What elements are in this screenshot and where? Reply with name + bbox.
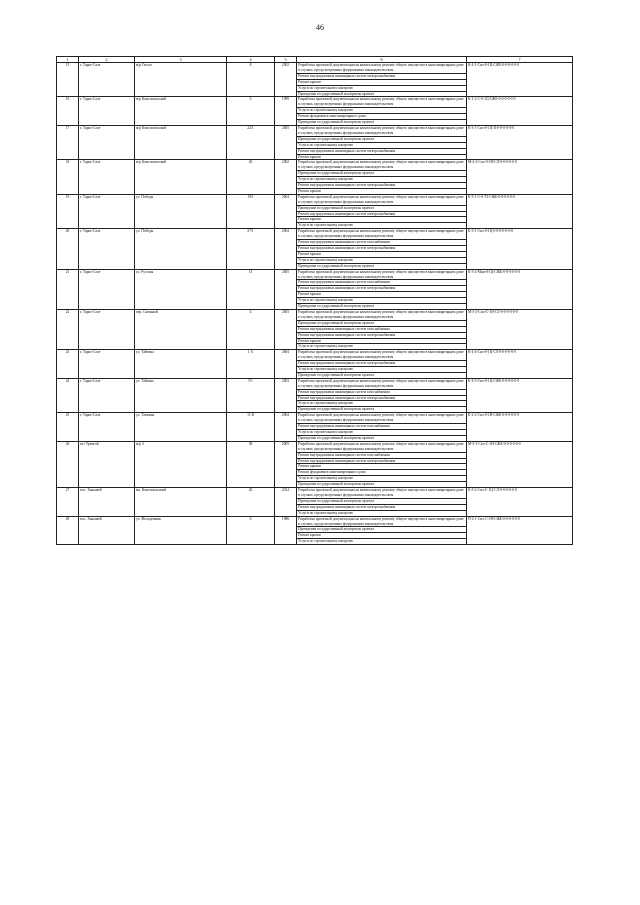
- building-code: К-5-2-Мин-0-1Ц-СЖБ-0-0-0-0-0-0: [467, 269, 573, 309]
- work-item: Услуги по строительному контролю: [297, 223, 467, 229]
- work-item: Ремонт внутридомовых инженерных систем электроснабжения: [297, 246, 467, 252]
- table-row: [57, 516, 573, 527]
- building-code: М-2-2-Сил-0-1Н-СЛ-0-0-0-0-0-0: [467, 160, 573, 194]
- row-number: 19: [57, 194, 79, 228]
- house-cell: 27/1: [227, 229, 275, 269]
- work-item: Услуги по строительному контролю: [297, 539, 467, 545]
- building-code: К-1-2-С-0-1Ц-СЖБ-0-0-0-0-0-0: [467, 97, 573, 126]
- work-item: Ремонт внутридомовых инженерных систем электроснабжения: [297, 361, 467, 367]
- work-item: Проведение государственной экспертизы проекта: [297, 482, 467, 488]
- house-cell: 20: [227, 488, 275, 517]
- street-cell: м/р Комсомольский: [135, 125, 227, 159]
- page-number: 46: [316, 23, 324, 32]
- building-code: М-5-1-Сил-С-1Н-СЖБ-0-0-0-0-0-0: [467, 441, 573, 487]
- street-cell: ул. Молодежная: [135, 516, 227, 545]
- table-row: [57, 63, 573, 74]
- work-item: Ремонт фундамента многоквартирного дома: [297, 114, 467, 120]
- work-item: Ремонт крыши: [297, 464, 467, 470]
- street-cell: ул. Победы: [135, 229, 227, 269]
- year-cell: 2003: [275, 309, 297, 349]
- work-item: Ремонт крыши: [297, 292, 467, 298]
- work-item: Ремонт внутридомовых инженерных систем газоснабжения: [297, 424, 467, 430]
- work-item: Ремонт внутридомовых инженерных систем газоснабжения: [297, 389, 467, 395]
- table-row: [57, 488, 573, 499]
- house-cell: 22/1: [227, 125, 275, 159]
- work-item: Разработка проектной документации на капитальному ремонту общего имущества в многоквартирном доме в случаях, предусмотренных федеральным законодательством: [297, 97, 467, 108]
- work-item: Ремонт крыши: [297, 188, 467, 194]
- house-cell: 13: [227, 269, 275, 309]
- city-cell: г. Тарко-Сале: [79, 194, 135, 228]
- row-number: 15: [57, 63, 79, 97]
- city-cell: г. Тарко-Сале: [79, 97, 135, 126]
- work-item: Разработка проектной документации на капитальному ремонту общего имущества в многоквартирном доме в случаях, предусмотренных федеральным законодательством: [297, 229, 467, 240]
- work-item: Услуги по строительному контролю: [297, 430, 467, 436]
- header-cell: 1: [57, 57, 79, 63]
- year-cell: 2005: [275, 269, 297, 309]
- work-item: Ремонт внутридомовых инженерных систем электроснабжения: [297, 332, 467, 338]
- row-number: 21: [57, 269, 79, 309]
- street-cell: м/р Комсомольский: [135, 160, 227, 194]
- work-item: Проведение государственной экспертизы проекта: [297, 120, 467, 126]
- table-row: [57, 229, 573, 240]
- work-item: Ремонт фундамента многоквартирного дома: [297, 470, 467, 476]
- row-number: 23: [57, 350, 79, 379]
- work-item: Проведение государственной экспертизы проекта: [297, 304, 467, 310]
- register-table: [56, 56, 573, 545]
- work-item: Ремонт крыши: [297, 79, 467, 85]
- table-row: [57, 97, 573, 108]
- work-item: Услуги по строительному контролю: [297, 177, 467, 183]
- work-item: Ремонт внутридомовых инженерных систем электроснабжения: [297, 458, 467, 464]
- work-item: Разработка проектной документации на капитальному ремонту общего имущества в многоквартирном доме в случаях, предусмотренных федеральным законодательством: [297, 516, 467, 527]
- building-code: К-2-2-Сил-0-1Н-СЖБ-0-0-0-0-0-0: [467, 413, 573, 442]
- row-number: 24: [57, 378, 79, 412]
- year-cell: 2005: [275, 441, 297, 487]
- city-cell: пгт Уренгой: [79, 441, 135, 487]
- work-item: Разработка проектной документации на капитальному ремонту общего имущества в многоквартирном доме в случаях, предусмотренных федеральным законодательством: [297, 309, 467, 320]
- work-item: Проведение государственной экспертизы проекта: [297, 435, 467, 441]
- street-cell: ул. Тайгина: [135, 350, 227, 379]
- row-number: 28: [57, 516, 79, 545]
- street-cell: ул. Победы: [135, 194, 227, 228]
- header-cell: 5: [275, 57, 297, 63]
- city-cell: г. Тарко-Сале: [79, 63, 135, 97]
- work-item: Разработка проектной документации на капитальному ремонту общего имущества в многоквартирном доме в случаях, предусмотренных федеральным законодательством: [297, 269, 467, 280]
- house-cell: 1 А: [227, 350, 275, 379]
- house-cell: 8: [227, 516, 275, 545]
- street-cell: м/р Комсомольский: [135, 97, 227, 126]
- work-item: Проведение государственной экспертизы проекта: [297, 263, 467, 269]
- row-number: 26: [57, 441, 79, 487]
- work-item: Ремонт внутридомовых инженерных систем газоснабжения: [297, 452, 467, 458]
- work-item: Ремонт внутридомовых инженерных систем электроснабжения: [297, 395, 467, 401]
- city-cell: г. Тарко-Сале: [79, 160, 135, 194]
- row-number: 17: [57, 125, 79, 159]
- work-item: Ремонт внутридомовых инженерных систем электроснабжения: [297, 148, 467, 154]
- house-cell: 5: [227, 97, 275, 126]
- building-code: К-4-1-Сил-0-1Ц-СЖБ-0-0-0-0-0-0: [467, 63, 573, 97]
- city-cell: г. Тарко-Сале: [79, 269, 135, 309]
- house-cell: 38: [227, 441, 275, 487]
- row-number: 22: [57, 309, 79, 349]
- work-item: Проведение государственной экспертизы проекта: [297, 527, 467, 533]
- year-cell: 2003: [275, 378, 297, 412]
- street-cell: м/р Геолог: [135, 63, 227, 97]
- work-item: Услуги по строительному контролю: [297, 367, 467, 373]
- work-item: Проведение государственной экспертизы проекта: [297, 372, 467, 378]
- street-cell: мк. Комсомольский: [135, 488, 227, 517]
- street-cell: ул. Тайгина: [135, 378, 227, 412]
- work-item: Разработка проектной документации на капитальному ремонту общего имущества в многоквартирном доме в случаях, предусмотренных федеральным законодательством: [297, 63, 467, 74]
- work-item: Разработка проектной документации на капитальному ремонту общего имущества в многоквартирном доме в случаях, предусмотренных федеральным законодательством: [297, 441, 467, 452]
- work-item: Разработка проектной документации на капитальному ремонту общего имущества в многоквартирном доме в случаях, предусмотренных федеральным законодательством: [297, 413, 467, 424]
- work-item: Ремонт крыши: [297, 217, 467, 223]
- year-cell: 1986: [275, 516, 297, 545]
- work-item: Ремонт внутридомовых инженерных систем электроснабжения: [297, 504, 467, 510]
- work-item: Ремонт внутридомовых инженерных систем электроснабжения: [297, 183, 467, 189]
- header-cell: 6: [297, 57, 467, 63]
- work-item: Проведение государственной экспертизы проекта: [297, 498, 467, 504]
- street-cell: пер. Снежный: [135, 309, 227, 349]
- work-item: Проведение государственной экспертизы проекта: [297, 136, 467, 142]
- work-item: Ремонт внутридомовых инженерных систем газоснабжения: [297, 280, 467, 286]
- year-cell: 2005: [275, 125, 297, 159]
- street-cell: м/р 4: [135, 441, 227, 487]
- work-item: Услуги по строительному контролю: [297, 344, 467, 350]
- work-item: Ремонт внутридомовых инженерных систем газоснабжения: [297, 326, 467, 332]
- work-item: Разработка проектной документации на капитальному ремонту общего имущества в многоквартирном доме в случаях, предусмотренных федеральным законодательством: [297, 125, 467, 136]
- city-cell: г. Тарко-Сале: [79, 350, 135, 379]
- building-code: К-4-3-Сил-0-1Ц-СЖБ-0-0-0-0-0-0: [467, 378, 573, 412]
- work-item: Услуги по строительному контролю: [297, 401, 467, 407]
- work-item: Услуги по строительному контролю: [297, 85, 467, 91]
- table-row: [57, 194, 573, 205]
- work-item: Ремонт крыши: [297, 251, 467, 257]
- work-item: Разработка проектной документации на капитальному ремонту общего имущества в многоквартирном доме в случаях, предусмотренных федеральным законодательством: [297, 350, 467, 361]
- building-code: К-3-1-Сил-0-1Ц-0-0-0-0-0-0-0: [467, 229, 573, 269]
- table-row: [57, 160, 573, 171]
- year-cell: 2004: [275, 413, 297, 442]
- street-cell: ул. Таежная: [135, 413, 227, 442]
- building-code: К-4-4-Сил-0-1Ц-СЛ-0-0-0-0-0-0: [467, 350, 573, 379]
- table-row: [57, 125, 573, 136]
- row-number: 27: [57, 488, 79, 517]
- work-item: Разработка проектной документации на капитальному ремонту общего имущества в многоквартирном доме в случаях, предусмотренных федеральным законодательством: [297, 488, 467, 499]
- table-row: [57, 378, 573, 389]
- city-cell: г. Тарко-Сале: [79, 125, 135, 159]
- year-cell: 2014: [275, 488, 297, 517]
- city-cell: г. Тарко-Сале: [79, 309, 135, 349]
- city-cell: г. Тарко-Сале: [79, 229, 135, 269]
- work-item: Услуги по строительному контролю: [297, 476, 467, 482]
- building-code: П-2-1-Сил-С-1Н-СЖБ-0-0-0-0-0-0: [467, 516, 573, 545]
- work-item: Ремонт крыши: [297, 533, 467, 539]
- city-cell: г. Тарко-Сале: [79, 378, 135, 412]
- work-item: Ремонт крыши: [297, 154, 467, 160]
- house-cell: 26: [227, 160, 275, 194]
- house-cell: 11 В: [227, 413, 275, 442]
- header-cell: 2: [79, 57, 135, 63]
- row-number: 20: [57, 229, 79, 269]
- building-code: К-3-1-Сил-0-1Ц-П-0-0-0-0-0-0: [467, 125, 573, 159]
- house-cell: 19/1: [227, 194, 275, 228]
- building-code: К-5-2-Сил-С-1Ц-СЛ-0-0-0-0-0-0: [467, 488, 573, 517]
- year-cell: 2004: [275, 194, 297, 228]
- house-cell: 5/1: [227, 378, 275, 412]
- work-item: Разработка проектной документации на капитальному ремонту общего имущества в многоквартирном доме в случаях, предусмотренных федеральным законодательством: [297, 378, 467, 389]
- table-row: [57, 441, 573, 452]
- table-row: [57, 413, 573, 424]
- year-cell: 2004: [275, 229, 297, 269]
- row-number: 18: [57, 160, 79, 194]
- work-item: Проведение государственной экспертизы проекта: [297, 320, 467, 326]
- year-cell: 1999: [275, 97, 297, 126]
- work-item: Разработка проектной документации на капитальному ремонту общего имущества в многоквартирном доме в случаях, предусмотренных федеральным законодательством: [297, 194, 467, 205]
- table-row: [57, 350, 573, 361]
- work-item: Ремонт внутридомовых инженерных систем газоснабжения: [297, 240, 467, 246]
- work-item: Ремонт внутридомовых инженерных систем электроснабжения: [297, 73, 467, 79]
- city-cell: пос. Ханымей: [79, 516, 135, 545]
- work-item: Услуги по строительному контролю: [297, 298, 467, 304]
- header-cell: 3: [135, 57, 227, 63]
- header-cell: 4: [227, 57, 275, 63]
- city-cell: пос. Ханымей: [79, 488, 135, 517]
- work-item: Ремонт внутридомовых инженерных систем электроснабжения: [297, 211, 467, 217]
- work-item: Проведение государственной экспертизы проекта: [297, 91, 467, 97]
- year-cell: 2004: [275, 350, 297, 379]
- work-item: Услуги по строительному контролю: [297, 510, 467, 516]
- table-row: [57, 309, 573, 320]
- work-item: Проведение государственной экспертизы проекта: [297, 205, 467, 211]
- table-row: [57, 269, 573, 280]
- work-item: Разработка проектной документации на капитальному ремонту общего имущества в многоквартирном доме в случаях, предусмотренных федеральным законодательством: [297, 160, 467, 171]
- year-cell: 2002: [275, 160, 297, 194]
- work-item: Ремонт крыши: [297, 338, 467, 344]
- house-cell: 8: [227, 63, 275, 97]
- year-cell: 2002: [275, 63, 297, 97]
- house-cell: 4: [227, 309, 275, 349]
- street-cell: ул. Русская: [135, 269, 227, 309]
- building-code: М-3-2-Сил-С-1Н-СЛ-0-0-0-0-0-0: [467, 309, 573, 349]
- work-item: Проведение государственной экспертизы проекта: [297, 171, 467, 177]
- work-item: Ремонт внутридомовых инженерных систем электроснабжения: [297, 286, 467, 292]
- header-cell: 7: [467, 57, 573, 63]
- row-number: 16: [57, 97, 79, 126]
- row-number: 25: [57, 413, 79, 442]
- city-cell: г. Тарко-Сале: [79, 413, 135, 442]
- work-item: Услуги по строительному контролю: [297, 257, 467, 263]
- work-item: Проведение государственной экспертизы проекта: [297, 407, 467, 413]
- work-item: Услуги по строительному контролю: [297, 108, 467, 114]
- work-item: Услуги по строительному контролю: [297, 142, 467, 148]
- building-code: К-3-1-С-0-ТЗ-СЖБ-0-0-0-0-0-0: [467, 194, 573, 228]
